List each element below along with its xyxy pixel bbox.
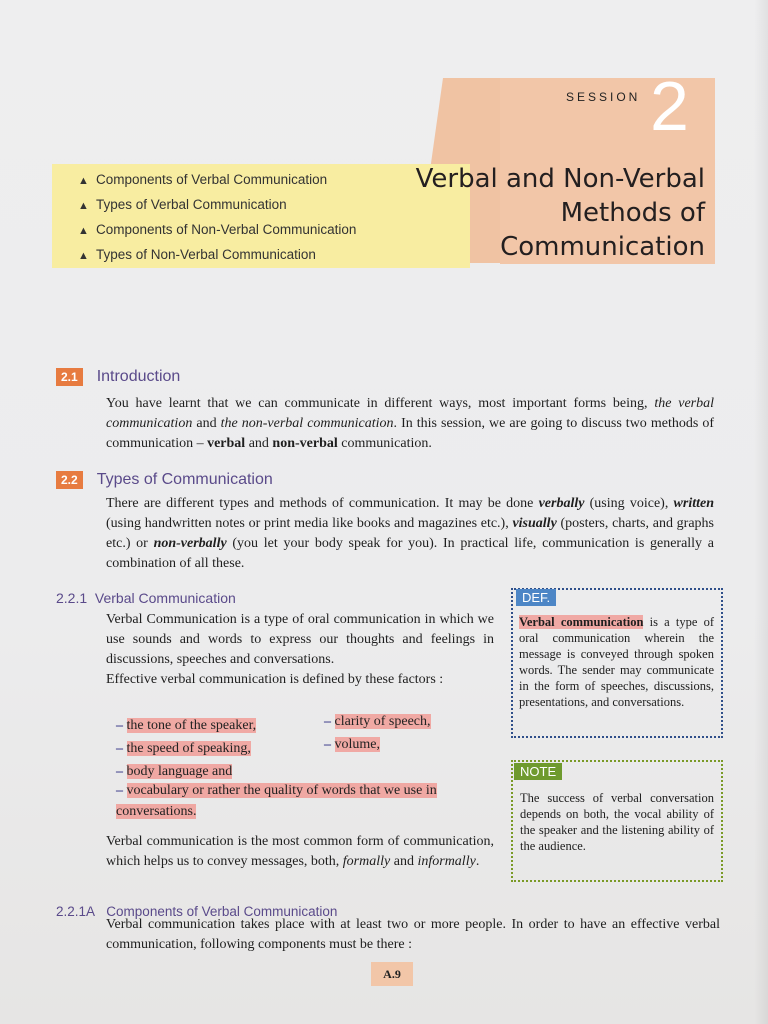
definition-text: Verbal communication is a type of oral communication wherein the message is conveyed through spoken words. The sender may communicate in the form of speeches, discussions, presentations, and conversations. [519,615,714,709]
factor-item-vocabulary: – vocabulary or rather the quality of words that we use in conversations. [116,783,437,819]
subsection-number: 2.2.1 [56,590,88,606]
session-number: 2 [650,67,689,145]
factor-item: – clarity of speech, [324,714,431,729]
note-tag: NOTE [514,763,562,780]
page-number: A.9 [371,962,413,986]
section-number-badge: 2.1 [56,368,83,386]
subsection-number: 2.2.1A [56,904,96,919]
definition-tag: DEF. [516,589,556,606]
factor-item: – the tone of the speaker, [116,718,257,733]
introduction-paragraph: You have learnt that we can communicate in different ways, most important forms being, the verbal communication and the non-verbal communication. In this session, we are going to discuss two methods of communication – verbal and non-verbal communication. [106,396,714,451]
topic-item: ▲ Types of Non-Verbal Communication [78,245,356,270]
factor-item: – body language and [116,764,233,779]
topic-item: ▲ Components of Non-Verbal Communication [78,220,356,245]
subsection-heading-components: 2.2.1A Components of Verbal Communication [56,904,338,919]
section-heading-types: 2.2 Types of Communication [56,471,273,489]
triangle-bullet-icon: ▲ [78,200,89,212]
verbal-definition-paragraph: Verbal Communication is a type of oral communication in which we use sounds and words to express our thoughts and feelings in discussions, speeches and conversations. [106,612,494,667]
factors-list-left [116,714,316,783]
verbal-common-paragraph: Verbal communication is the most common form of communication, which helps us to convey messages, both, formally and informally. [106,834,494,869]
topic-item: ▲ Types of Verbal Communication [78,195,356,220]
triangle-bullet-icon: ▲ [78,175,89,187]
triangle-bullet-icon: ▲ [78,225,89,237]
subsection-heading-verbal: 2.2.1 Verbal Communication [56,590,236,606]
factors-intro-paragraph: Effective verbal communication is defined by these factors : [106,672,444,687]
section-heading-introduction: 2.1 Introduction [56,368,180,386]
factors-list-right [324,710,494,756]
topic-item: ▲ Components of Verbal Communication [78,170,356,195]
note-text: The success of verbal conversation depends on both, the vocal ability of the speaker and the listening ability of the audience. [520,791,714,853]
session-label: SESSION [566,90,641,104]
page-edge-shadow [754,0,768,1024]
session-title: Verbal and Non-Verbal Methods of Communication [415,164,705,262]
factor-item: – the speed of speaking, [116,741,251,756]
section-number-badge: 2.2 [56,471,83,489]
factor-item: – volume, [324,737,380,752]
components-paragraph: Verbal communication takes place with at least two or more people. In order to have an effective verbal communication, following components must be there : [106,917,720,952]
triangle-bullet-icon: ▲ [78,250,89,262]
types-paragraph: There are different types and methods of communication. It may be done verbally (using voice), written (using handwritten notes or print media like books and magazines etc.), visually (posters, charts, and graphs etc.) or non-verbally (you let your body speak for you). In practical life, communication is generally a combination of all these. [106,496,714,571]
session-topics-list [78,170,356,270]
